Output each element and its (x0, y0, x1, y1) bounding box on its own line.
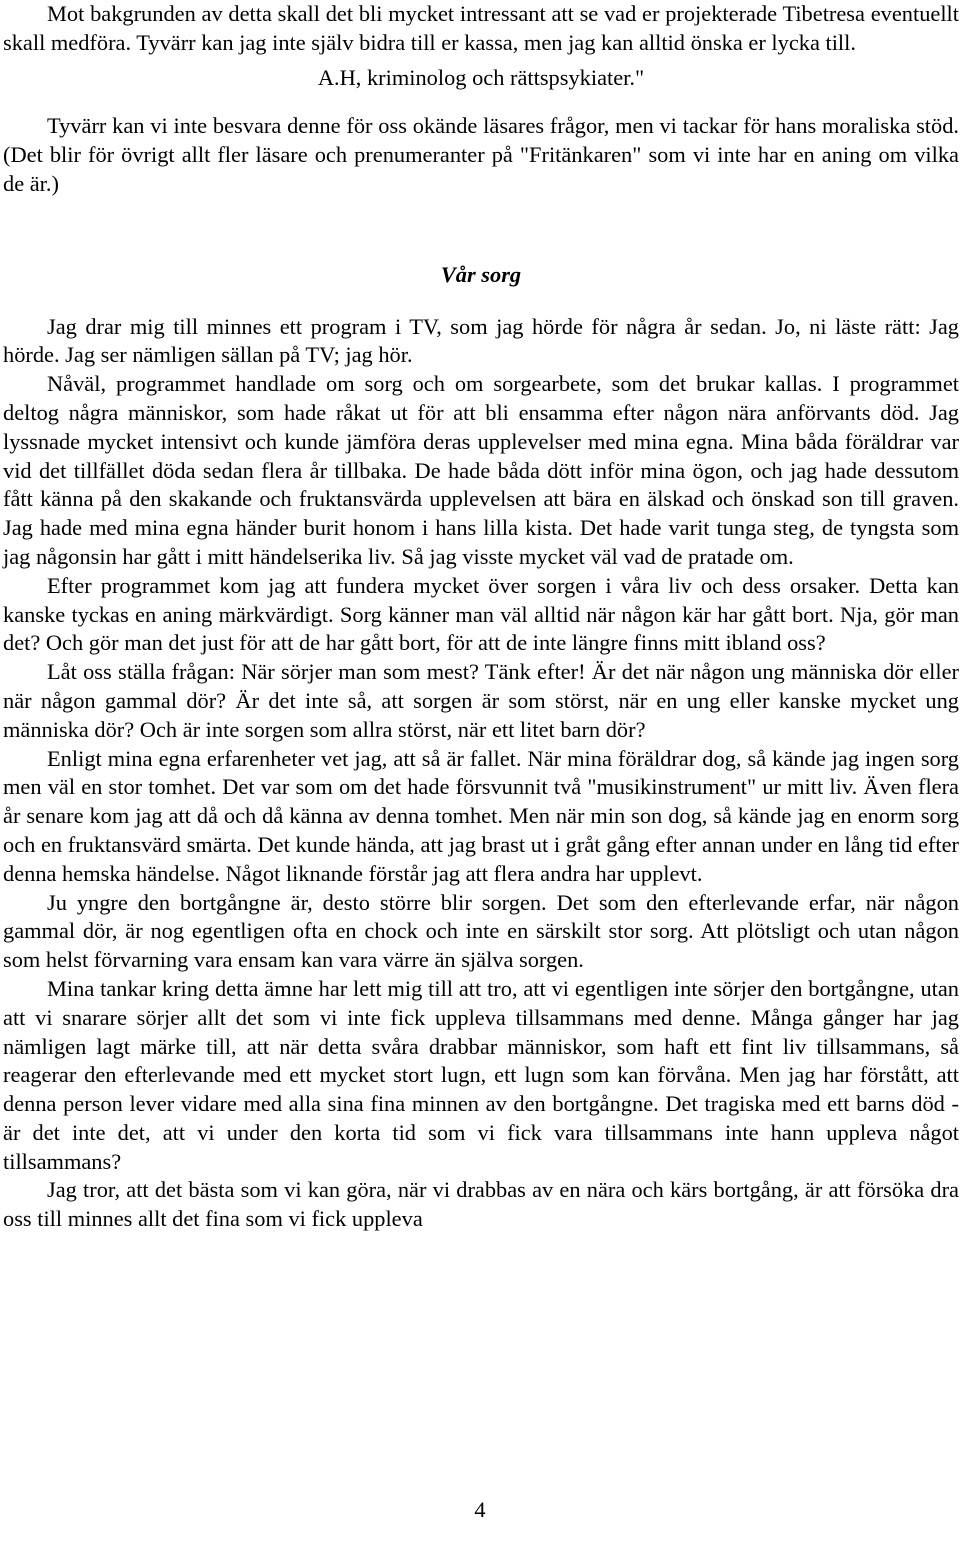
letter-signature: A.H, kriminolog och rättspsykiater." (317, 64, 645, 90)
article-paragraph: Jag drar mig till minnes ett program i TV, som jag hörde för några år sedan. Jo, ni läste rätt: Jag hörde. Jag ser nämligen sällan på TV; jag hör. (3, 313, 959, 368)
article-paragraph: Jag tror, att det bästa som vi kan göra, när vi drabbas av en nära och kärs bortgång, är att försöka dra oss till minnes allt det fina som vi fick uppleva (3, 1177, 959, 1232)
article-paragraph: Mina tankar kring detta ämne har lett mig till att tro, att vi egentligen inte sörjer den bortgångne, utan att vi snarare sörjer allt det som vi inte fick uppleva tillsammans med denne. Många gånger har jag nämligen lagt märke till, att när detta svåra drabbar människor, som haft ett fint liv tillsammans, så reagerar den efterlevande med ett mycket stort lugn, ett lugn som kan förvåna. Men jag har förstått, att denna person lever vidare med alla sina fina minnen av den bortgångne. Det tragiska med ett barns död - är det inte det, att vi under den korta tid som vi fick vara tillsammans inte hann uppleva något tillsammans? (3, 975, 959, 1174)
intro-paragraph: Mot bakgrunden av detta skall det bli mycket intressant att se vad er projekterade Tibetresa eventuellt skall medföra. Tyvärr kan jag inte själv bidra till er kassa, men jag kan alltid önska er lycka till. (3, 1, 959, 55)
article-paragraph: Enligt mina egna erfarenheter vet jag, att så är fallet. När mina föräldrar dog, så kände jag ingen sorg men väl en stor tomhet. Det var som om det hade försvunnit två "musikinstrument" ur mitt liv. Även flera år senare kom jag att då och då känna av denna tomhet. Men när min son dog, så kände jag en enorm sorg och en fruktansvärd smärta. Det kunde hända, att jag brast ut i gråt gång efter annan under en lång tid efter denna hemska händelse. Något liknande förstår jag att flera andra har upplevt. (3, 745, 959, 886)
article-paragraph: Nåväl, programmet handlade om sorg och om sorgearbete, som det brukar kallas. I programmet deltog några människor, som hade råkat ut för att bli ensamma efter någon nära anförvants död. Jag lyssnade mycket intensivt och kunde jämföra deras upplevelser med mina egna. Mina båda föräldrar var vid det tillfället döda sedan flera år tillbaka. De hade båda dött inför mina ögon, och jag hade dessutom fått känna på den skakande och fruktansvärda upplevelsen att bära en älskad och önskad son till graven. Jag hade med mina egna händer burit honom i hans lilla kista. Det hade varit tunga steg, de tyngsta som jag någonsin har gått i mitt händelserika liv. Så jag visste mycket väl vad de pratade om. (3, 371, 959, 569)
article-paragraph: Efter programmet kom jag att fundera mycket över sorgen i våra liv och dess orsaker. Detta kan kanske tyckas en aning märkvärdigt. Sorg känner man väl alltid när någon kär har gått bort. Nja, gör man det? Och gör man det just för att de har gått bort, för att de inte längre finns mitt ibland oss? (3, 572, 959, 656)
article-heading: Vår sorg (440, 261, 522, 287)
article-paragraph: Låt oss ställa frågan: När sörjer man som mest? Tänk efter! Är det när någon ung människa dör eller när någon gammal dör? Är det inte så, att sorgen är som störst, när en ung eller kanske mycket ung människa dör? Och är inte sorgen som allra störst, när ett litet barn dör? (3, 659, 959, 742)
editor-reply-paragraph: Tyvärr kan vi inte besvara denne för oss okände läsares frågor, men vi tackar för hans moraliska stöd. (Det blir för övrigt allt fler läsare och prenumeranter på "Fritänkaren" som vi inte har en aning om vilka de är.) (3, 113, 959, 196)
article-paragraph: Ju yngre den bortgångne är, desto större blir sorgen. Det som den efterlevande erfar, när någon gammal dör, är nog egentligen ofta en chock och inte en särskilt stor sorg. Att plötsligt och utan någon som helst förvarning vara ensam kan vara värre än själva sorgen. (3, 889, 959, 973)
page-number: 4 (474, 1497, 486, 1522)
